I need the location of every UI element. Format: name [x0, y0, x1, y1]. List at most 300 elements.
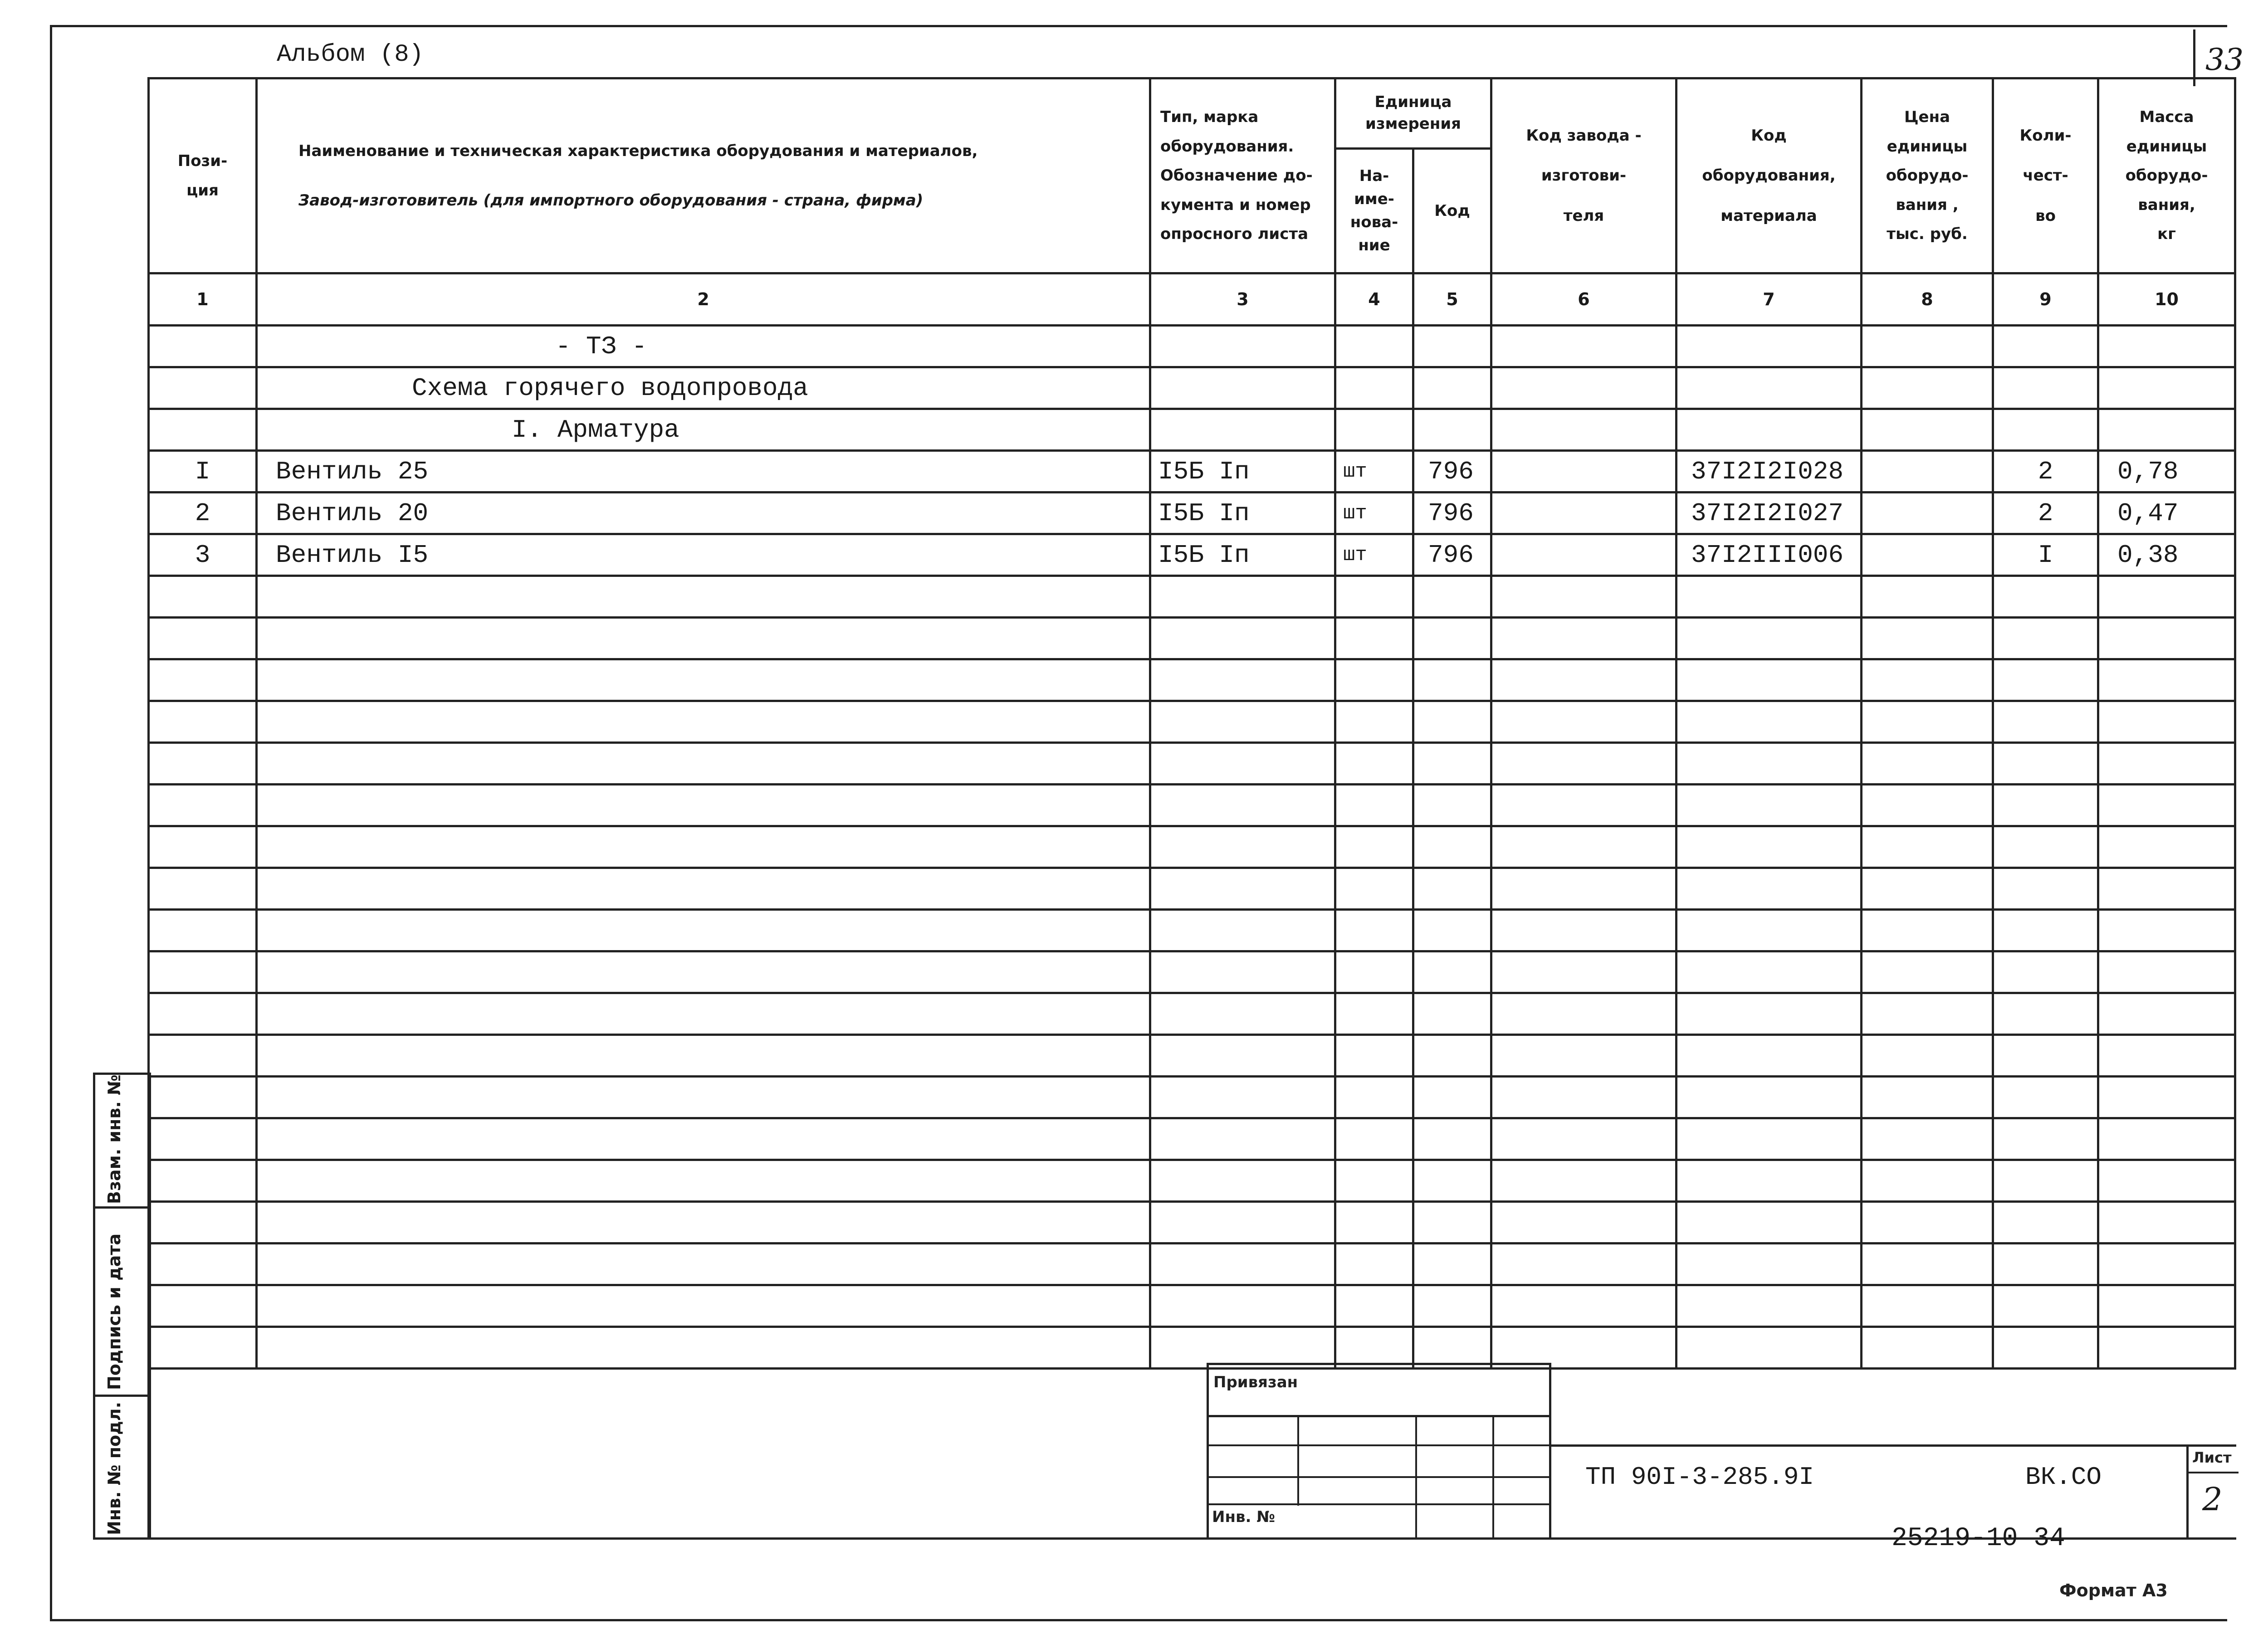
- empty-cell: [2098, 993, 2235, 1035]
- cell-unit-code: 796: [1413, 493, 1491, 534]
- empty-cell: [1862, 826, 1993, 868]
- scheme-title-row: [149, 367, 2235, 409]
- cell-type: I5Б Iп: [1150, 534, 1335, 576]
- header-unit-group: Единица измерения: [1335, 78, 1491, 149]
- column-number: 7: [1677, 273, 1862, 326]
- empty-cell: [1677, 618, 1862, 659]
- empty-row: [149, 1035, 2235, 1077]
- sheet-box: [2186, 1444, 2239, 1540]
- empty-cell: [1335, 743, 1413, 785]
- cell-material-code: 37I2III006: [1677, 534, 1862, 576]
- empty-cell: [1491, 1202, 1677, 1244]
- side-label-inv-orig: Инв. № подл.: [104, 1401, 124, 1535]
- empty-cell: [1491, 785, 1677, 826]
- empty-cell: [1491, 826, 1677, 868]
- empty-cell: [1335, 1118, 1413, 1160]
- empty-cell: [1335, 785, 1413, 826]
- empty-row: [149, 1160, 2235, 1202]
- empty-cell: [1993, 701, 2098, 743]
- empty-row: [149, 951, 2235, 993]
- empty-cell: [1491, 1118, 1677, 1160]
- bound-label: Привязан: [1213, 1373, 1298, 1391]
- empty-cell: [257, 826, 1150, 868]
- empty-cell: [1335, 1035, 1413, 1077]
- section-title-row: [149, 326, 2235, 367]
- doc-code: ТП 90I-3-285.9I: [1585, 1463, 1814, 1492]
- empty-cell: [1413, 1202, 1491, 1244]
- empty-row: [149, 1327, 2235, 1369]
- frame-top: [50, 25, 2227, 27]
- empty-cell: [1150, 1327, 1335, 1369]
- empty-cell: [1993, 951, 2098, 993]
- empty-cell: [2098, 618, 2235, 659]
- empty-cell: [1491, 868, 1677, 910]
- empty-cell: [1150, 618, 1335, 659]
- empty-cell: [1413, 576, 1491, 618]
- header-type: Тип, марка оборудования. Обозначение до- кумента и номер опросного листа: [1150, 78, 1335, 273]
- empty-cell: [1413, 618, 1491, 659]
- empty-cell: [1862, 951, 1993, 993]
- empty-cell: [1335, 951, 1413, 993]
- empty-cell: [1491, 1285, 1677, 1327]
- empty-cell: [1677, 993, 1862, 1035]
- table-row: [149, 451, 2235, 493]
- empty-cell: [1677, 743, 1862, 785]
- inv-label: Инв. №: [1212, 1508, 1276, 1526]
- cell-quantity: 2: [1993, 493, 2098, 534]
- empty-cell: [1413, 1244, 1491, 1285]
- footer-stamp: 25219-10 34: [1892, 1524, 2065, 1553]
- empty-cell: [1862, 785, 1993, 826]
- cell-price: [1862, 493, 1993, 534]
- empty-cell: [1491, 1035, 1677, 1077]
- cell-maker-code: [1491, 493, 1677, 534]
- empty-cell: [2098, 576, 2235, 618]
- frame-left: [50, 25, 52, 1621]
- empty-cell: [1413, 659, 1491, 701]
- empty-cell: [1413, 826, 1491, 868]
- empty-cell: [1335, 868, 1413, 910]
- cell-material-code: 37I2I2I027: [1677, 493, 1862, 534]
- empty-cell: [2098, 868, 2235, 910]
- empty-cell: [1150, 868, 1335, 910]
- empty-cell: [1677, 868, 1862, 910]
- empty-cell: [1993, 1118, 2098, 1160]
- sheet-number: 2: [2202, 1481, 2223, 1518]
- empty-cell: [1862, 910, 1993, 951]
- empty-cell: [1677, 1244, 1862, 1285]
- empty-cell: [2098, 951, 2235, 993]
- empty-cell: [149, 1285, 257, 1327]
- empty-cell: [1862, 993, 1993, 1035]
- side-label-sign-date: Подпись и дата: [104, 1233, 124, 1390]
- empty-cell: [1993, 993, 2098, 1035]
- empty-cell: [1335, 1285, 1413, 1327]
- empty-cell: [149, 1118, 257, 1160]
- empty-row: [149, 1202, 2235, 1244]
- empty-cell: [1491, 993, 1677, 1035]
- cell-type: I5Б Iп: [1150, 451, 1335, 493]
- empty-cell: [257, 1285, 1150, 1327]
- empty-row: [149, 743, 2235, 785]
- empty-cell: [149, 1035, 257, 1077]
- empty-cell: [1413, 1077, 1491, 1118]
- header-row-1: [149, 78, 2235, 149]
- cell-unit-code: 796: [1413, 451, 1491, 493]
- empty-cell: [1413, 951, 1491, 993]
- empty-cell: [149, 993, 257, 1035]
- empty-cell: [1993, 1077, 2098, 1118]
- empty-cell: [1993, 743, 2098, 785]
- empty-cell: [1413, 1160, 1491, 1202]
- empty-cell: [257, 993, 1150, 1035]
- empty-row: [149, 659, 2235, 701]
- empty-cell: [149, 576, 257, 618]
- empty-cell: [257, 701, 1150, 743]
- header-unit-code: Код: [1413, 149, 1491, 273]
- cell-type: I5Б Iп: [1150, 493, 1335, 534]
- empty-cell: [1150, 659, 1335, 701]
- empty-cell: [1335, 1244, 1413, 1285]
- column-number: 5: [1413, 273, 1491, 326]
- album-label: Альбом (8): [277, 41, 424, 68]
- empty-cell: [149, 1160, 257, 1202]
- empty-cell: [1150, 1202, 1335, 1244]
- empty-cell: [257, 1327, 1150, 1369]
- empty-cell: [149, 910, 257, 951]
- empty-cell: [1335, 659, 1413, 701]
- header-name-line1: Наименование и техническая характеристика оборудования и материалов,: [298, 141, 978, 160]
- bound-box: [1207, 1363, 1551, 1417]
- empty-cell: [149, 951, 257, 993]
- empty-cell: [1413, 868, 1491, 910]
- cell-name: Вентиль 20: [257, 493, 1150, 534]
- empty-cell: [1413, 1118, 1491, 1160]
- column-numbers-row: [149, 273, 2235, 326]
- empty-row: [149, 576, 2235, 618]
- empty-cell: [1677, 701, 1862, 743]
- empty-cell: [1150, 951, 1335, 993]
- column-number: 4: [1335, 273, 1413, 326]
- empty-cell: [2098, 826, 2235, 868]
- empty-cell: [149, 1077, 257, 1118]
- column-number: 6: [1491, 273, 1677, 326]
- empty-cell: [1491, 618, 1677, 659]
- cell-maker-code: [1491, 451, 1677, 493]
- empty-cell: [1677, 1327, 1862, 1369]
- empty-cell: [2098, 785, 2235, 826]
- empty-row: [149, 1244, 2235, 1285]
- empty-cell: [1335, 1077, 1413, 1118]
- empty-cell: [1862, 1244, 1993, 1285]
- empty-cell: [149, 1244, 257, 1285]
- empty-cell: [1150, 1077, 1335, 1118]
- header-quantity: Коли- чест- во: [1993, 78, 2098, 273]
- grid-h2: [1207, 1476, 1551, 1478]
- empty-cell: [1150, 701, 1335, 743]
- empty-cell: [2098, 659, 2235, 701]
- empty-cell: [1677, 1285, 1862, 1327]
- empty-cell: [1993, 1160, 2098, 1202]
- empty-cell: [2098, 1118, 2235, 1160]
- empty-cell: [1335, 910, 1413, 951]
- empty-cell: [1862, 1327, 1993, 1369]
- empty-row: [149, 826, 2235, 868]
- empty-cell: [149, 826, 257, 868]
- empty-cell: [1150, 576, 1335, 618]
- column-number: 9: [1993, 273, 2098, 326]
- empty-cell: [1862, 1118, 1993, 1160]
- grid-v1: [1297, 1415, 1299, 1506]
- grid-h3: [1207, 1503, 1551, 1505]
- empty-cell: [257, 1202, 1150, 1244]
- empty-cell: [1413, 701, 1491, 743]
- empty-cell: [1862, 659, 1993, 701]
- specification-table: [147, 77, 2236, 1370]
- empty-cell: [1413, 743, 1491, 785]
- empty-cell: [1862, 1035, 1993, 1077]
- empty-cell: [1993, 1202, 2098, 1244]
- empty-cell: [1862, 1160, 1993, 1202]
- cell-unit-code: 796: [1413, 534, 1491, 576]
- empty-cell: [1335, 701, 1413, 743]
- empty-cell: [257, 576, 1150, 618]
- empty-cell: [1150, 826, 1335, 868]
- side-stamp-replace-inv: [93, 1073, 150, 1209]
- empty-row: [149, 618, 2235, 659]
- side-label-replace-inv: Взам. инв. №: [104, 1074, 124, 1204]
- empty-cell: [1677, 659, 1862, 701]
- empty-cell: [1335, 1327, 1413, 1369]
- column-number: 1: [149, 273, 257, 326]
- empty-cell: [1677, 576, 1862, 618]
- header-price: Цена единицы оборудо- вания , тыс. руб.: [1862, 78, 1993, 273]
- empty-cell: [149, 785, 257, 826]
- empty-cell: [257, 1160, 1150, 1202]
- empty-cell: [1491, 910, 1677, 951]
- empty-cell: [1677, 1035, 1862, 1077]
- format-label: Формат А3: [2059, 1580, 2168, 1600]
- empty-row: [149, 910, 2235, 951]
- group-title-row: [149, 409, 2235, 451]
- column-number: 2: [257, 273, 1150, 326]
- empty-cell: [1150, 1285, 1335, 1327]
- empty-cell: [1491, 1077, 1677, 1118]
- empty-cell: [1677, 910, 1862, 951]
- empty-cell: [1413, 785, 1491, 826]
- column-number: 8: [1862, 273, 1993, 326]
- side-stamp-inv-orig: [93, 1395, 150, 1540]
- header-material-code: Код оборудования, материала: [1677, 78, 1862, 273]
- empty-cell: [257, 743, 1150, 785]
- empty-cell: [2098, 1202, 2235, 1244]
- empty-cell: [1150, 1035, 1335, 1077]
- empty-cell: [1993, 1035, 2098, 1077]
- cell-maker-code: [1491, 534, 1677, 576]
- empty-cell: [2098, 1160, 2235, 1202]
- empty-cell: [1491, 701, 1677, 743]
- empty-cell: [1993, 576, 2098, 618]
- empty-cell: [1862, 701, 1993, 743]
- empty-row: [149, 868, 2235, 910]
- empty-cell: [2098, 1077, 2235, 1118]
- empty-cell: [1413, 1327, 1491, 1369]
- empty-cell: [1862, 576, 1993, 618]
- empty-cell: [2098, 1285, 2235, 1327]
- doc-mark: ВК.СО: [2025, 1463, 2102, 1492]
- empty-cell: [149, 743, 257, 785]
- empty-cell: [1677, 1160, 1862, 1202]
- cell-unit: шт: [1335, 534, 1413, 576]
- cell-quantity: I: [1993, 534, 2098, 576]
- empty-cell: [1862, 1285, 1993, 1327]
- empty-row: [149, 1285, 2235, 1327]
- table-row: [149, 493, 2235, 534]
- empty-cell: [149, 659, 257, 701]
- column-number: 3: [1150, 273, 1335, 326]
- empty-cell: [257, 659, 1150, 701]
- side-stamp-sign-date: [93, 1206, 150, 1397]
- table-row: [149, 534, 2235, 576]
- cell-position: I: [149, 451, 257, 493]
- cell-unit: шт: [1335, 493, 1413, 534]
- empty-cell: [1993, 1327, 2098, 1369]
- empty-cell: [1677, 1077, 1862, 1118]
- empty-cell: [257, 910, 1150, 951]
- empty-cell: [1993, 659, 2098, 701]
- empty-rows: [149, 576, 2235, 1369]
- empty-cell: [1491, 1244, 1677, 1285]
- column-number: 10: [2098, 273, 2235, 326]
- empty-cell: [1335, 618, 1413, 659]
- empty-row: [149, 993, 2235, 1035]
- stamp-right-line: [149, 1073, 151, 1540]
- cell-price: [1862, 534, 1993, 576]
- empty-cell: [1491, 1327, 1677, 1369]
- grid-v2: [1415, 1415, 1417, 1540]
- empty-cell: [1993, 1244, 2098, 1285]
- cell-name: Вентиль I5: [257, 534, 1150, 576]
- cell-unit: шт: [1335, 451, 1413, 493]
- empty-cell: [1993, 910, 2098, 951]
- empty-cell: [1491, 951, 1677, 993]
- empty-cell: [149, 868, 257, 910]
- empty-cell: [1150, 993, 1335, 1035]
- header-unit-name: На- име- нова- ние: [1335, 149, 1413, 273]
- group-title: I. Арматура: [257, 409, 1150, 451]
- empty-cell: [257, 1077, 1150, 1118]
- empty-cell: [1862, 618, 1993, 659]
- empty-cell: [1677, 826, 1862, 868]
- empty-cell: [1335, 1202, 1413, 1244]
- empty-cell: [1862, 1077, 1993, 1118]
- cell-position: 2: [149, 493, 257, 534]
- empty-cell: [1335, 1160, 1413, 1202]
- cell-price: [1862, 451, 1993, 493]
- empty-cell: [1677, 1118, 1862, 1160]
- empty-cell: [1150, 743, 1335, 785]
- frame-bottom: [50, 1619, 2227, 1621]
- empty-cell: [2098, 1327, 2235, 1369]
- header-maker-code: Код завода - изготови- теля: [1491, 78, 1677, 273]
- cell-mass: 0,78: [2098, 451, 2235, 493]
- empty-cell: [1413, 993, 1491, 1035]
- empty-cell: [1677, 785, 1862, 826]
- empty-cell: [1677, 951, 1862, 993]
- empty-cell: [1491, 576, 1677, 618]
- empty-cell: [1150, 1160, 1335, 1202]
- empty-cell: [1491, 743, 1677, 785]
- cell-mass: 0,38: [2098, 534, 2235, 576]
- empty-cell: [2098, 1244, 2235, 1285]
- empty-cell: [149, 1202, 257, 1244]
- empty-cell: [1413, 1035, 1491, 1077]
- scheme-title: Схема горячего водопровода: [257, 367, 1150, 409]
- empty-cell: [1413, 910, 1491, 951]
- cell-name: Вентиль 25: [257, 451, 1150, 493]
- empty-cell: [1150, 1244, 1335, 1285]
- corner-number: 33: [2205, 42, 2244, 77]
- empty-cell: [1862, 743, 1993, 785]
- empty-cell: [2098, 743, 2235, 785]
- empty-cell: [2098, 701, 2235, 743]
- cell-quantity: 2: [1993, 451, 2098, 493]
- header-name-line2: Завод-изготовитель (для импортного оборудования - страна, фирма): [298, 191, 924, 210]
- empty-cell: [2098, 1035, 2235, 1077]
- empty-cell: [257, 1035, 1150, 1077]
- empty-cell: [1993, 618, 2098, 659]
- empty-cell: [1335, 826, 1413, 868]
- cell-position: 3: [149, 534, 257, 576]
- cell-mass: 0,47: [2098, 493, 2235, 534]
- empty-cell: [257, 951, 1150, 993]
- empty-cell: [2098, 910, 2235, 951]
- header-mass: Масса единицы оборудо- вания, кг: [2098, 78, 2235, 273]
- section-title: - ТЗ -: [257, 326, 1150, 367]
- empty-cell: [1335, 993, 1413, 1035]
- sheet-label: Лист: [2192, 1449, 2232, 1466]
- header-position: Пози- ция: [149, 78, 257, 273]
- empty-cell: [1993, 826, 2098, 868]
- empty-cell: [1993, 785, 2098, 826]
- sheet-divider: [2189, 1472, 2239, 1473]
- empty-cell: [149, 618, 257, 659]
- header-name: [257, 78, 1150, 273]
- empty-cell: [257, 868, 1150, 910]
- empty-cell: [257, 1244, 1150, 1285]
- grid-h1: [1207, 1444, 1551, 1446]
- empty-cell: [1150, 785, 1335, 826]
- empty-cell: [1150, 910, 1335, 951]
- empty-cell: [149, 701, 257, 743]
- empty-row: [149, 701, 2235, 743]
- empty-cell: [257, 618, 1150, 659]
- empty-cell: [1993, 1285, 2098, 1327]
- empty-row: [149, 1118, 2235, 1160]
- empty-cell: [1677, 1202, 1862, 1244]
- empty-cell: [1862, 868, 1993, 910]
- grid-v3: [1492, 1415, 1494, 1540]
- empty-cell: [1335, 576, 1413, 618]
- empty-cell: [257, 785, 1150, 826]
- empty-cell: [1413, 1285, 1491, 1327]
- empty-cell: [149, 1327, 257, 1369]
- empty-cell: [1862, 1202, 1993, 1244]
- empty-row: [149, 785, 2235, 826]
- empty-cell: [1993, 868, 2098, 910]
- empty-cell: [257, 1118, 1150, 1160]
- empty-cell: [1491, 1160, 1677, 1202]
